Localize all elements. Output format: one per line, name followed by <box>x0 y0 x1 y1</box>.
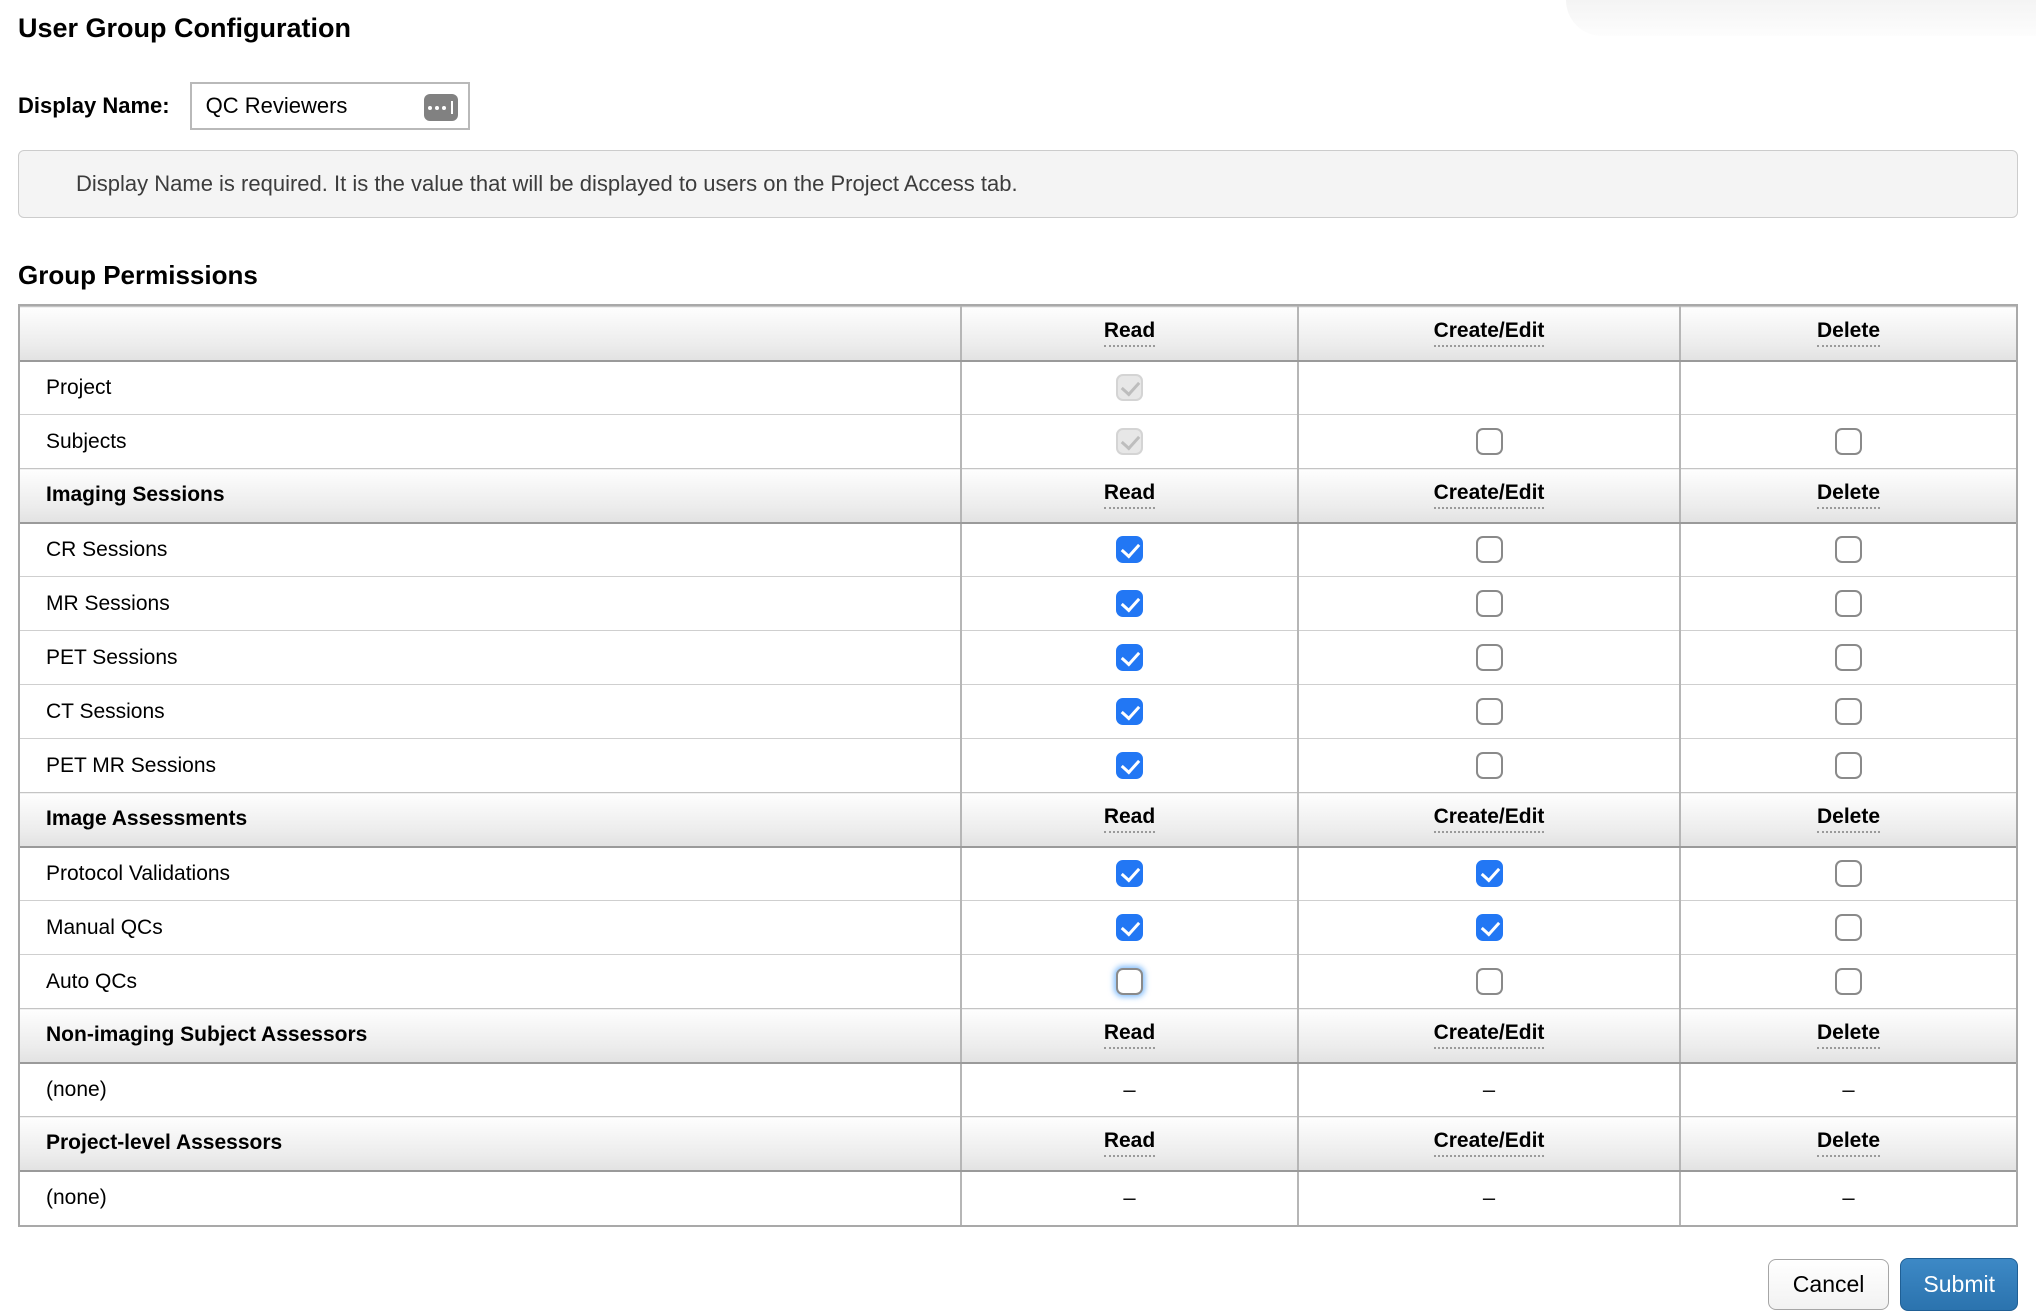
subjects-create-checkbox[interactable] <box>1476 428 1503 455</box>
auto-qcs-create-checkbox[interactable] <box>1476 968 1503 995</box>
permissions-table-wrap <box>18 304 2018 1227</box>
mr-sessions-read-checkbox[interactable] <box>1116 590 1143 617</box>
permission-row-subjects <box>20 415 2016 469</box>
permission-row-manual-qcs <box>20 901 2016 955</box>
no-permission-dash: – <box>1123 1076 1136 1102</box>
no-permission-dash: – <box>1482 1076 1496 1102</box>
info-message-box <box>18 150 2018 218</box>
permission-row-pet-sessions <box>20 631 2016 685</box>
section-row-non-imaging-subject-assessors <box>20 1009 2016 1063</box>
pet-mr-sessions-delete-checkbox[interactable] <box>1835 752 1862 779</box>
row-label-ct-sessions: CT Sessions <box>20 685 961 739</box>
none-row <box>20 1171 2016 1225</box>
protocol-validations-read-checkbox[interactable] <box>1116 860 1143 887</box>
column-header-create-edit: Create/Edit <box>1434 805 1545 833</box>
column-header-create-edit: Create/Edit <box>1434 319 1545 347</box>
no-permission-dash: – <box>1123 1185 1136 1210</box>
row-label-mr-sessions: MR Sessions <box>20 577 961 631</box>
pet-sessions-create-checkbox[interactable] <box>1476 644 1503 671</box>
protocol-validations-create-checkbox[interactable] <box>1476 860 1503 887</box>
auto-qcs-read-checkbox[interactable] <box>1116 968 1143 995</box>
column-header-read: Read <box>1104 1021 1155 1049</box>
permission-row-mr-sessions <box>20 577 2016 631</box>
autofill-cursor-bar <box>451 101 454 114</box>
column-header-delete: Delete <box>1817 1129 1880 1157</box>
row-label-cr-sessions: CR Sessions <box>20 523 961 577</box>
footer-actions <box>18 1258 2018 1311</box>
mr-sessions-delete-checkbox[interactable] <box>1835 590 1862 617</box>
display-name-row <box>18 82 2018 130</box>
section-row-imaging-sessions <box>20 469 2016 523</box>
autofill-dot <box>428 106 432 110</box>
row-label-none: (none) <box>20 1063 961 1117</box>
display-name-input-wrap <box>190 82 470 130</box>
info-message-text: Display Name is required. It is the value that will be displayed to users on the Project Access tab. <box>76 171 1018 196</box>
column-header-read: Read <box>1104 1129 1155 1157</box>
pet-mr-sessions-read-checkbox[interactable] <box>1116 752 1143 779</box>
section-label-imaging-sessions: Imaging Sessions <box>20 469 961 523</box>
display-name-label: Display Name: <box>18 93 170 118</box>
table-header-row <box>20 307 2016 361</box>
row-label-project: Project <box>20 361 961 415</box>
manual-qcs-delete-checkbox[interactable] <box>1835 914 1862 941</box>
row-label-protocol-validations: Protocol Validations <box>20 847 961 901</box>
autofill-dot <box>442 106 446 110</box>
permissions-table-body <box>20 307 2016 1225</box>
subjects-delete-checkbox[interactable] <box>1835 428 1862 455</box>
permission-row-project <box>20 361 2016 415</box>
empty-header-cell <box>20 307 961 361</box>
cancel-button[interactable]: Cancel <box>1768 1259 1890 1310</box>
cr-sessions-read-checkbox[interactable] <box>1116 536 1143 563</box>
ct-sessions-create-checkbox[interactable] <box>1476 698 1503 725</box>
section-row-image-assessments <box>20 793 2016 847</box>
section-label-image-assessments: Image Assessments <box>20 793 961 847</box>
permission-row-protocol-validations <box>20 847 2016 901</box>
autofill-dot <box>435 106 439 110</box>
permission-row-cr-sessions <box>20 523 2016 577</box>
permissions-table <box>20 306 2016 1225</box>
column-header-delete: Delete <box>1817 1021 1880 1049</box>
section-label-non-imaging-subject-assessors: Non-imaging Subject Assessors <box>20 1009 961 1063</box>
permission-row-ct-sessions <box>20 685 2016 739</box>
row-label-none: (none) <box>20 1171 961 1225</box>
column-header-create-edit: Create/Edit <box>1434 481 1545 509</box>
auto-qcs-delete-checkbox[interactable] <box>1835 968 1862 995</box>
column-header-delete: Delete <box>1817 805 1880 833</box>
password-autofill-icon[interactable] <box>424 94 458 121</box>
group-permissions-heading: Group Permissions <box>18 260 258 290</box>
permission-row-auto-qcs <box>20 955 2016 1009</box>
no-permission-dash: – <box>1482 1185 1496 1210</box>
page-title: User Group Configuration <box>18 13 351 43</box>
manual-qcs-read-checkbox[interactable] <box>1116 914 1143 941</box>
row-label-manual-qcs: Manual QCs <box>20 901 961 955</box>
column-header-read: Read <box>1104 319 1155 347</box>
mr-sessions-create-checkbox[interactable] <box>1476 590 1503 617</box>
subjects-read-checkbox <box>1116 428 1143 455</box>
row-label-pet-mr-sessions: PET MR Sessions <box>20 739 961 793</box>
column-header-delete: Delete <box>1817 319 1880 347</box>
pet-mr-sessions-create-checkbox[interactable] <box>1476 752 1503 779</box>
no-permission-dash: – <box>1842 1185 1855 1210</box>
section-label-project-level-assessors: Project-level Assessors <box>20 1117 961 1171</box>
row-label-pet-sessions: PET Sessions <box>20 631 961 685</box>
cr-sessions-delete-checkbox[interactable] <box>1835 536 1862 563</box>
ct-sessions-read-checkbox[interactable] <box>1116 698 1143 725</box>
column-header-delete: Delete <box>1817 481 1880 509</box>
protocol-validations-delete-checkbox[interactable] <box>1835 860 1862 887</box>
submit-button[interactable]: Submit <box>1900 1258 2018 1311</box>
no-permission-dash: – <box>1842 1076 1855 1102</box>
column-header-read: Read <box>1104 805 1155 833</box>
row-label-auto-qcs: Auto QCs <box>20 955 961 1009</box>
permission-row-pet-mr-sessions <box>20 739 2016 793</box>
pet-sessions-read-checkbox[interactable] <box>1116 644 1143 671</box>
manual-qcs-create-checkbox[interactable] <box>1476 914 1503 941</box>
ct-sessions-delete-checkbox[interactable] <box>1835 698 1862 725</box>
pet-sessions-delete-checkbox[interactable] <box>1835 644 1862 671</box>
row-label-subjects: Subjects <box>20 415 961 469</box>
project-read-checkbox <box>1116 374 1143 401</box>
column-header-read: Read <box>1104 481 1155 509</box>
none-row <box>20 1063 2016 1117</box>
section-row-project-level-assessors <box>20 1117 2016 1171</box>
column-header-create-edit: Create/Edit <box>1434 1129 1545 1157</box>
column-header-create-edit: Create/Edit <box>1434 1021 1545 1049</box>
cr-sessions-create-checkbox[interactable] <box>1476 536 1503 563</box>
